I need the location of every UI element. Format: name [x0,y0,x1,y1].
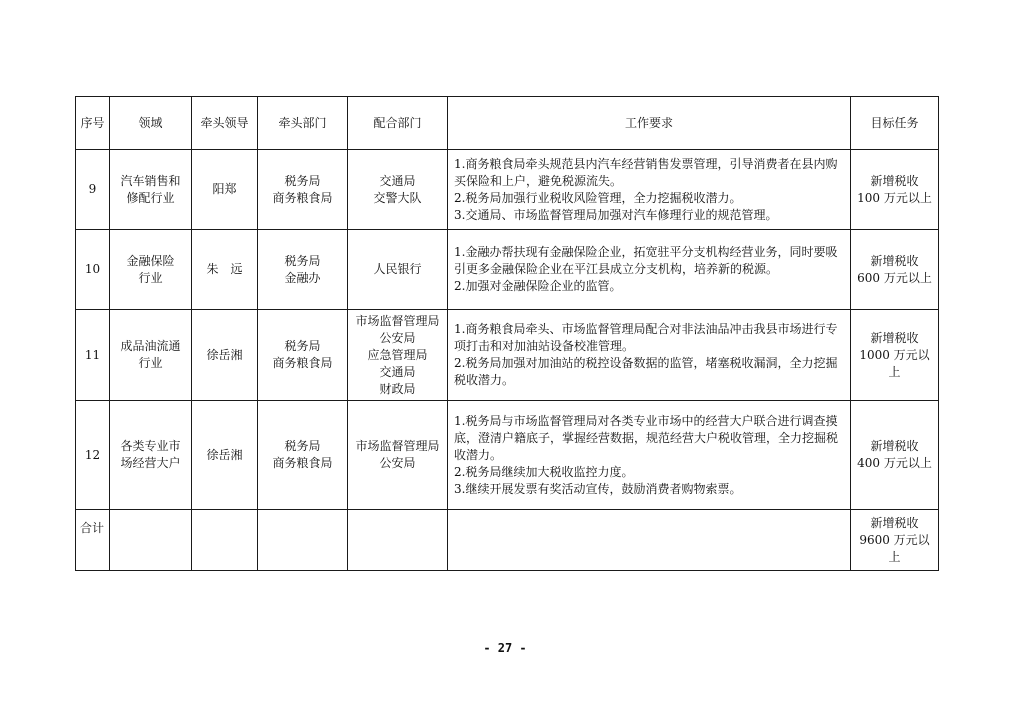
page-number: - 27 - [483,641,527,655]
summary-empty-cell [110,510,192,571]
cell-coop-dept: 市场监督管理局 公安局 [348,401,448,510]
header-leader: 牵头领导 [192,97,258,150]
cell-field: 汽车销售和 修配行业 [110,150,192,230]
summary-empty-cell [258,510,348,571]
cell-requirements: 1.税务局与市场监督管理局对各类专业市场中的经营大户联合进行调查摸底，澄清户籍底子，掌握经营数据，规范经营大户税收管理，全力挖掘税收潜力。 2.税务局继续加大税收监控力度。 3.继续开展发票有奖活动宣传，鼓励消费者购物索票。 [448,401,851,510]
cell-no: 11 [76,310,110,401]
summary-target: 新增税收 9600 万元以上 [851,510,939,571]
header-field: 领域 [110,97,192,150]
cell-leader: 朱 远 [192,230,258,310]
cell-target: 新增税收 100 万元以上 [851,150,939,230]
cell-coop-dept: 人民银行 [348,230,448,310]
header-requirements: 工作要求 [448,97,851,150]
header-no: 序号 [76,97,110,150]
cell-target: 新增税收 600 万元以上 [851,230,939,310]
cell-field: 成品油流通 行业 [110,310,192,401]
cell-field: 各类专业市 场经营大户 [110,401,192,510]
cell-requirements: 1.金融办帮扶现有金融保险企业，拓宽驻平分支机构经营业务，同时要吸引更多金融保险企业在平江县成立分支机构，培养新的税源。 2.加强对金融保险企业的监管。 [448,230,851,310]
task-table [75,96,939,571]
cell-no: 12 [76,401,110,510]
header-lead-dept: 牵头部门 [258,97,348,150]
summary-empty-cell [448,510,851,571]
summary-row [76,510,939,571]
summary-empty-cell [348,510,448,571]
summary-empty-cell [192,510,258,571]
table-row [76,150,939,230]
cell-leader: 徐岳湘 [192,401,258,510]
cell-lead-dept: 税务局 商务粮食局 [258,401,348,510]
cell-lead-dept: 税务局 商务粮食局 [258,150,348,230]
cell-leader: 徐岳湘 [192,310,258,401]
cell-lead-dept: 税务局 金融办 [258,230,348,310]
cell-requirements: 1.商务粮食局牵头、市场监督管理局配合对非法油品冲击我县市场进行专项打击和对加油站设备校准管理。 2.税务局加强对加油站的税控设备数据的监管，堵塞税收漏洞，全力挖掘税收潜力。 [448,310,851,401]
cell-target: 新增税收 400 万元以上 [851,401,939,510]
table-row [76,230,939,310]
cell-no: 9 [76,150,110,230]
cell-coop-dept: 交通局 交警大队 [348,150,448,230]
cell-field: 金融保险 行业 [110,230,192,310]
cell-requirements: 1.商务粮食局牵头规范县内汽车经营销售发票管理，引导消费者在县内购买保险和上户，避免税源流失。 2.税务局加强行业税收风险管理，全力挖掘税收潜力。 3.交通局、市场监督管理局加强对汽车修理行业的规范管理。 [448,150,851,230]
table-header-row [76,97,939,150]
table-row [76,310,939,401]
cell-lead-dept: 税务局 商务粮食局 [258,310,348,401]
summary-label: 合计 [76,510,110,571]
cell-no: 10 [76,230,110,310]
cell-coop-dept: 市场监督管理局 公安局 应急管理局 交通局 财政局 [348,310,448,401]
table-row [76,401,939,510]
header-target: 目标任务 [851,97,939,150]
cell-leader: 阳郑 [192,150,258,230]
cell-target: 新增税收 1000 万元以上 [851,310,939,401]
header-coop-dept: 配合部门 [348,97,448,150]
